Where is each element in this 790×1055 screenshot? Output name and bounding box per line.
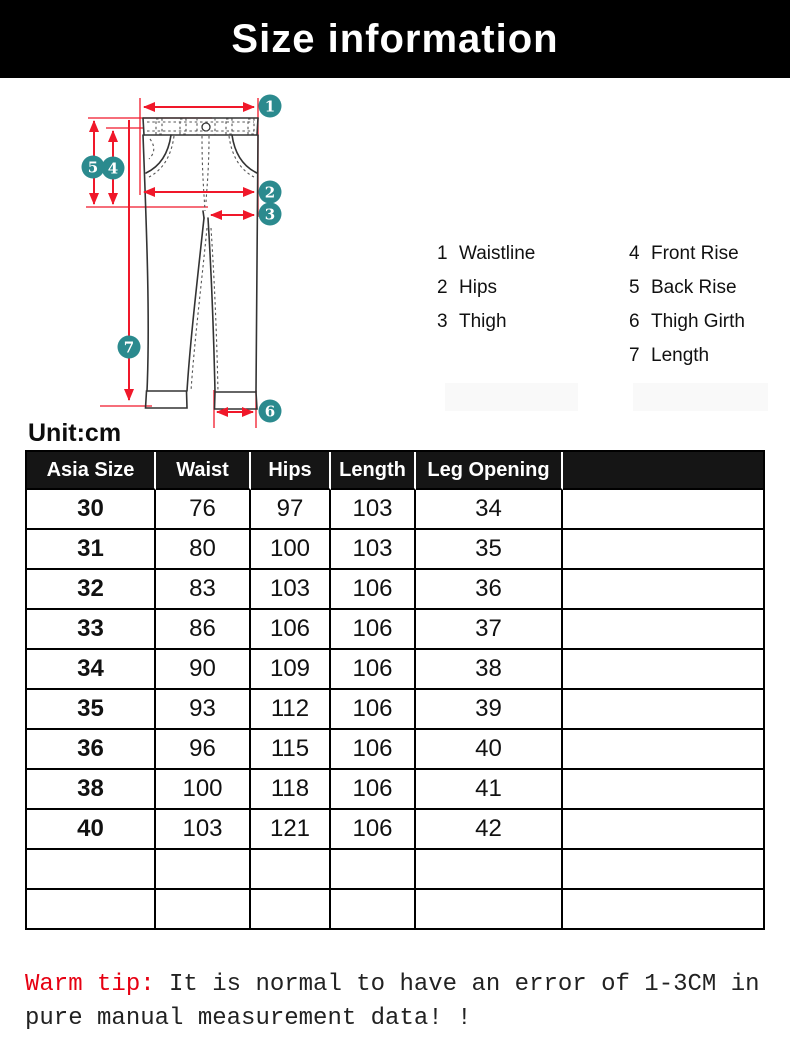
faint-watermark-block (445, 383, 578, 411)
table-row (27, 770, 763, 810)
legend-item-waistline (437, 243, 535, 277)
table-cell: 103 (331, 530, 416, 570)
table-cell (563, 570, 763, 610)
table-cell (416, 850, 563, 890)
table-cell (563, 490, 763, 530)
size-cell: 34 (27, 650, 156, 690)
legend-label: Thigh (459, 311, 507, 332)
table-cell: 118 (251, 770, 331, 810)
table-cell (563, 650, 763, 690)
table-cell (156, 890, 251, 928)
svg-text:4: 4 (107, 159, 119, 178)
table-cell (416, 890, 563, 928)
legend-item-back-rise (629, 277, 745, 311)
table-row (27, 690, 763, 730)
table-cell (251, 850, 331, 890)
svg-text:3: 3 (264, 205, 276, 224)
table-cell: 106 (331, 610, 416, 650)
table-cell (563, 530, 763, 570)
unit-label: Unit:cm (28, 419, 122, 447)
table-cell: 39 (416, 690, 563, 730)
table-cell: 36 (416, 570, 563, 610)
pants-outline (143, 118, 258, 409)
col-header-asia-size: Asia Size (27, 452, 156, 490)
warm-tip-prefix: Warm tip: (25, 971, 155, 998)
table-cell (563, 810, 763, 850)
measure-legend-right (629, 243, 745, 379)
table-row (27, 530, 763, 570)
legend-item-front-rise (629, 243, 745, 277)
legend-number: 7 (629, 345, 640, 366)
table-cell: 106 (331, 810, 416, 850)
size-cell: 40 (27, 810, 156, 850)
badge-4-front-rise (102, 157, 125, 180)
table-cell: 103 (251, 570, 331, 610)
col-header-length: Length (331, 452, 416, 490)
table-cell: 103 (331, 490, 416, 530)
legend-number: 2 (437, 277, 448, 298)
legend-number: 5 (629, 277, 640, 298)
legend-label: Hips (459, 277, 498, 298)
size-cell: 32 (27, 570, 156, 610)
table-cell: 96 (156, 730, 251, 770)
svg-text:1: 1 (264, 97, 276, 116)
badge-7-length (118, 336, 141, 359)
table-cell: 106 (251, 610, 331, 650)
legend-label: Length (651, 345, 710, 366)
table-cell: 35 (416, 530, 563, 570)
warm-tip (25, 968, 777, 1036)
table-cell: 80 (156, 530, 251, 570)
table-row (27, 490, 763, 530)
table-cell (563, 890, 763, 928)
col-header-waist: Waist (156, 452, 251, 490)
table-cell (563, 770, 763, 810)
legend-item-thigh-girth (629, 311, 745, 345)
legend-label: Thigh Girth (651, 311, 745, 332)
table-cell: 90 (156, 650, 251, 690)
measure-legend-left (437, 243, 535, 345)
table-cell: 112 (251, 690, 331, 730)
table-cell: 42 (416, 810, 563, 850)
table-cell (563, 690, 763, 730)
size-table (27, 452, 763, 928)
legend-number: 4 (629, 243, 640, 264)
warm-tip-text: It is normal to have an error of 1-3CM in pure manual measurement data! ! (25, 971, 760, 1032)
table-cell: 38 (416, 650, 563, 690)
badge-1-waistline (259, 95, 282, 118)
table-cell (563, 850, 763, 890)
table-row (27, 730, 763, 770)
table-row (27, 610, 763, 650)
size-table-container (25, 450, 765, 930)
badge-6-leg-opening (259, 400, 282, 423)
table-cell: 106 (331, 690, 416, 730)
table-cell (251, 890, 331, 928)
table-cell: 109 (251, 650, 331, 690)
header-bar (0, 0, 790, 78)
measure-badges (82, 95, 282, 423)
table-cell: 93 (156, 690, 251, 730)
table-cell: 100 (251, 530, 331, 570)
table-cell: 106 (331, 570, 416, 610)
legend-label: Back Rise (651, 277, 737, 298)
size-cell: 38 (27, 770, 156, 810)
size-cell: 36 (27, 730, 156, 770)
table-cell (331, 850, 416, 890)
table-cell: 40 (416, 730, 563, 770)
table-cell: 86 (156, 610, 251, 650)
size-cell (27, 890, 156, 928)
badge-5-back-rise (82, 156, 105, 179)
table-cell: 97 (251, 490, 331, 530)
svg-text:2: 2 (264, 183, 276, 202)
legend-number: 1 (437, 243, 448, 264)
table-cell: 121 (251, 810, 331, 850)
svg-text:6: 6 (264, 402, 276, 421)
size-cell: 30 (27, 490, 156, 530)
legend-item-thigh (437, 311, 535, 345)
dimension-arrows (94, 107, 254, 412)
col-header-blank (563, 452, 763, 490)
table-cell: 100 (156, 770, 251, 810)
badge-3-thigh (259, 203, 282, 226)
legend-number: 3 (437, 311, 448, 332)
svg-text:7: 7 (123, 338, 135, 357)
table-cell: 37 (416, 610, 563, 650)
table-cell: 106 (331, 650, 416, 690)
table-cell (563, 730, 763, 770)
table-cell (563, 610, 763, 650)
table-row-empty (27, 850, 763, 890)
badge-2-hips (259, 181, 282, 204)
table-cell: 115 (251, 730, 331, 770)
table-cell: 103 (156, 810, 251, 850)
legend-item-hips (437, 277, 535, 311)
table-row-empty (27, 890, 763, 928)
table-cell: 76 (156, 490, 251, 530)
col-header-leg-opening: Leg Opening (416, 452, 563, 490)
col-header-hips: Hips (251, 452, 331, 490)
table-row (27, 570, 763, 610)
size-cell: 31 (27, 530, 156, 570)
faint-watermark-block (633, 383, 768, 411)
legend-number: 6 (629, 311, 640, 332)
table-cell (331, 890, 416, 928)
table-row (27, 810, 763, 850)
legend-label: Front Rise (651, 243, 739, 264)
table-cell: 34 (416, 490, 563, 530)
table-header-row (27, 452, 763, 490)
legend-item-length (629, 345, 745, 379)
pants-measurement-diagram (0, 78, 470, 450)
svg-text:5: 5 (87, 158, 99, 177)
size-cell: 33 (27, 610, 156, 650)
page-title: Size information (231, 16, 559, 61)
table-cell (156, 850, 251, 890)
legend-label: Waistline (459, 243, 536, 264)
size-cell (27, 850, 156, 890)
table-cell: 41 (416, 770, 563, 810)
table-cell: 106 (331, 730, 416, 770)
table-row (27, 650, 763, 690)
table-cell: 83 (156, 570, 251, 610)
table-cell: 106 (331, 770, 416, 810)
size-cell: 35 (27, 690, 156, 730)
